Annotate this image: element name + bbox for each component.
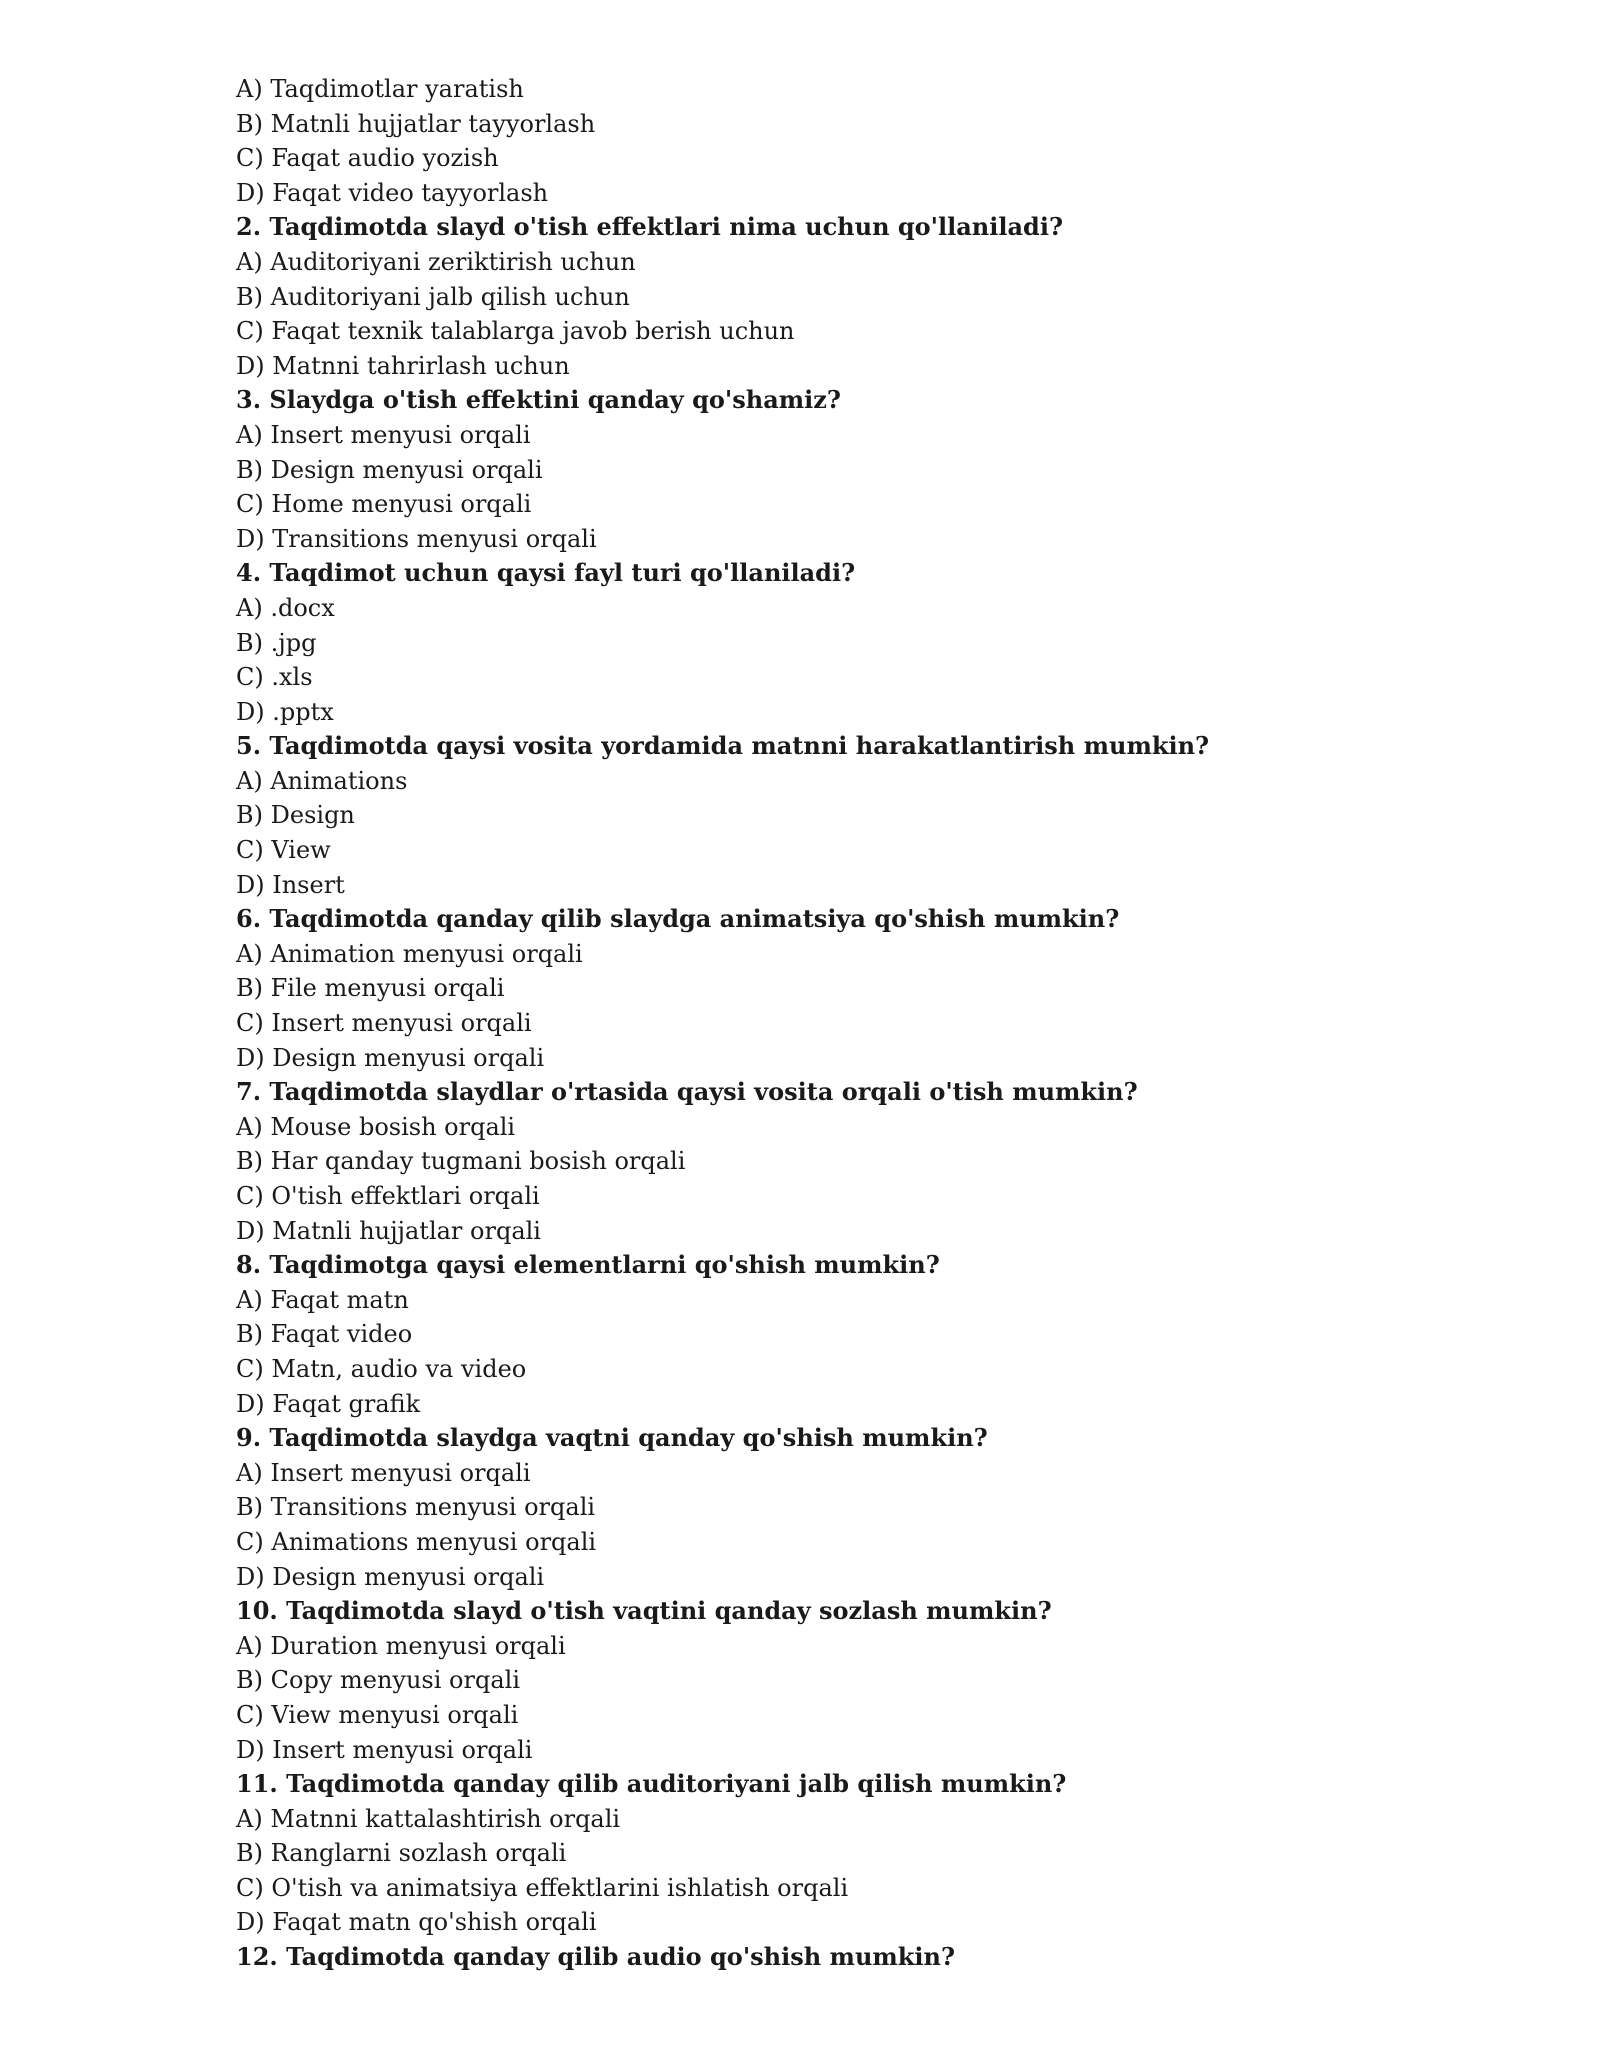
question-text: 10. Taqdimotda slayd o'tish vaqtini qanday sozlash mumkin? xyxy=(236,1596,1052,1626)
answer-option: A) Faqat matn xyxy=(236,1285,409,1314)
answer-option: A) Insert menyusi orqali xyxy=(236,1458,531,1487)
answer-option: B) Ranglarni sozlash orqali xyxy=(236,1839,567,1868)
question-text: 7. Taqdimotda slaydlar o'rtasida qaysi vosita orqali o'tish mumkin? xyxy=(236,1077,1138,1107)
question-text: 4. Taqdimot uchun qaysi fayl turi qo'llaniladi? xyxy=(236,558,856,588)
answer-option: C) View menyusi orqali xyxy=(236,1700,519,1729)
answer-option: A) .docx xyxy=(236,593,335,622)
question-text: 12. Taqdimotda qanday qilib audio qo'shish mumkin? xyxy=(236,1942,956,1972)
question-text: 3. Slaydga o'tish effektini qanday qo'shamiz? xyxy=(236,385,841,415)
answer-option: C) Matn, audio va video xyxy=(236,1354,527,1383)
answer-option: A) Insert menyusi orqali xyxy=(236,420,531,449)
answer-option: B) Matnli hujjatlar tayyorlash xyxy=(236,109,596,138)
answer-option: A) Auditoriyani zeriktirish uchun xyxy=(236,247,636,276)
answer-option: B) File menyusi orqali xyxy=(236,974,505,1003)
answer-option: A) Duration menyusi orqali xyxy=(236,1631,566,1660)
answer-option: C) Faqat texnik talablarga javob berish uchun xyxy=(236,317,795,346)
answer-option: D) .pptx xyxy=(236,697,334,726)
answer-option: C) Animations menyusi orqali xyxy=(236,1527,597,1556)
answer-option: B) Faqat video xyxy=(236,1320,413,1349)
answer-option: B) Har qanday tugmani bosish orqali xyxy=(236,1147,686,1176)
answer-option: C) Insert menyusi orqali xyxy=(236,1009,532,1038)
answer-option: D) Faqat grafik xyxy=(236,1389,421,1418)
question-text: 11. Taqdimotda qanday qilib auditoriyani jalb qilish mumkin? xyxy=(236,1769,1067,1799)
answer-option: C) O'tish va animatsiya effektlarini ishlatish orqali xyxy=(236,1873,849,1902)
answer-option: B) Design menyusi orqali xyxy=(236,455,543,484)
answer-option: B) Auditoriyani jalb qilish uchun xyxy=(236,282,630,311)
question-text: 8. Taqdimotga qaysi elementlarni qo'shish mumkin? xyxy=(236,1250,940,1280)
answer-option: D) Matnni tahrirlash uchun xyxy=(236,351,570,380)
answer-option: A) Animations xyxy=(236,766,408,795)
answer-option: B) .jpg xyxy=(236,628,317,657)
document-page xyxy=(236,72,1536,1975)
answer-option: A) Matnni kattalashtirish orqali xyxy=(236,1804,621,1833)
answer-option: C) View xyxy=(236,836,331,865)
answer-option: B) Design xyxy=(236,801,355,830)
question-text: 9. Taqdimotda slaydga vaqtni qanday qo'shish mumkin? xyxy=(236,1423,988,1453)
answer-option: D) Transitions menyusi orqali xyxy=(236,524,597,553)
question-text: 5. Taqdimotda qaysi vosita yordamida matnni harakatlantirish mumkin? xyxy=(236,731,1210,761)
answer-option: D) Design menyusi orqali xyxy=(236,1562,545,1591)
question-text: 6. Taqdimotda qanday qilib slaydga animatsiya qo'shish mumkin? xyxy=(236,904,1120,934)
answer-option: C) O'tish effektlari orqali xyxy=(236,1182,540,1210)
answer-option: D) Design menyusi orqali xyxy=(236,1043,545,1072)
answer-option: D) Matnli hujjatlar orqali xyxy=(236,1216,541,1245)
answer-option: A) Taqdimotlar yaratish xyxy=(236,75,524,103)
answer-option: B) Copy menyusi orqali xyxy=(236,1666,520,1695)
answer-option: D) Faqat video tayyorlash xyxy=(236,178,549,207)
answer-option: C) Home menyusi orqali xyxy=(236,490,532,519)
answer-option: A) Animation menyusi orqali xyxy=(236,939,583,968)
answer-option: C) .xls xyxy=(236,663,313,692)
answer-option: D) Insert menyusi orqali xyxy=(236,1735,533,1764)
answer-option: D) Faqat matn qo'shish orqali xyxy=(236,1908,597,1937)
answer-option: A) Mouse bosish orqali xyxy=(236,1112,516,1141)
question-text: 2. Taqdimotda slayd o'tish effektlari nima uchun qo'llaniladi? xyxy=(236,212,1064,242)
answer-option: D) Insert xyxy=(236,870,345,899)
answer-option: B) Transitions menyusi orqali xyxy=(236,1493,596,1522)
answer-option: C) Faqat audio yozish xyxy=(236,144,499,173)
